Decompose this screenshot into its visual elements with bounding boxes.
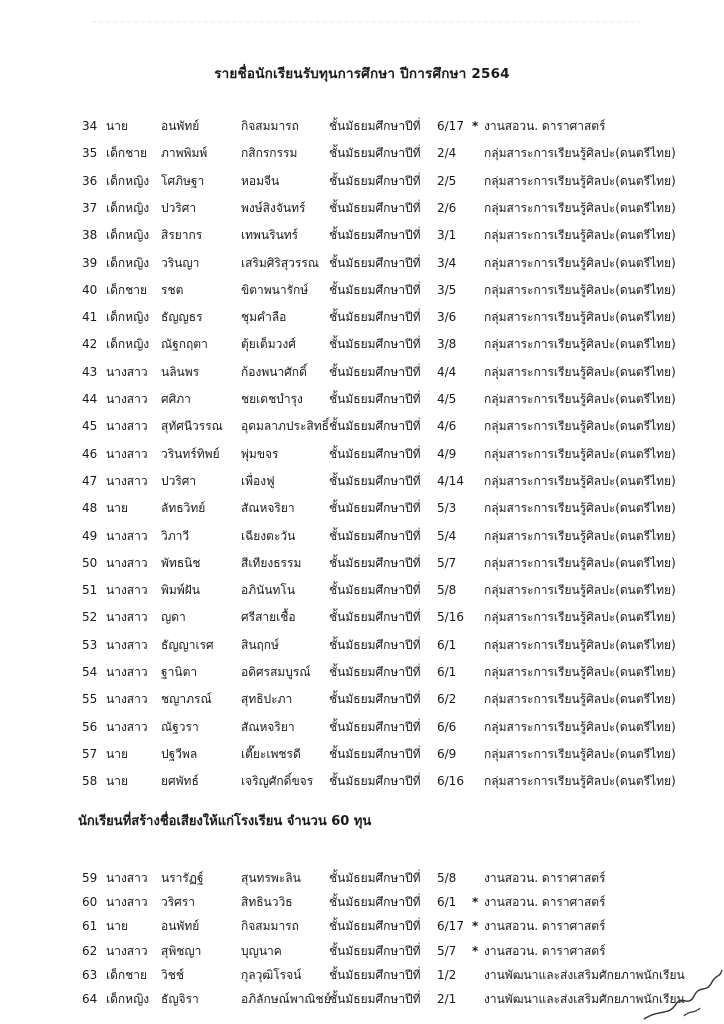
row-number: 64 (82, 992, 98, 1006)
class-room: 6/1 (437, 637, 457, 652)
grade-level: ชั้นมัธยมศึกษาปีที่ (329, 200, 421, 215)
table-row (0, 717, 724, 737)
award-category: งานสอวน. ดาราศาสตร์ (484, 895, 606, 910)
last-name: กุลวุฒิโรจน์ (241, 967, 302, 982)
class-room: 4/14 (437, 473, 464, 488)
name-prefix: นาย (106, 746, 128, 761)
grade-level: ชั้นมัธยมศึกษาปีที่ (329, 146, 421, 161)
name-prefix: นางสาว (106, 943, 148, 958)
first-name: วรินญา (161, 255, 200, 270)
award-category: กลุ่มสาระการเรียนรู้ศิลปะ(ดนตรีไทย) (484, 310, 676, 325)
last-name: เสริมศิริสุวรรณ (241, 255, 319, 270)
class-room: 1/2 (437, 967, 457, 982)
row-number: 57 (82, 746, 98, 761)
first-name: ภาพพิมพ์ (161, 146, 208, 161)
table-row (0, 444, 724, 464)
name-prefix: นาย (106, 119, 128, 133)
name-prefix: เด็กหญิง (106, 255, 150, 270)
grade-level: ชั้นมัธยมศึกษาปีที่ (329, 501, 421, 516)
name-prefix: นาย (106, 774, 128, 789)
row-number: 52 (82, 610, 98, 625)
class-room: 6/1 (437, 895, 457, 910)
award-category: กลุ่มสาระการเรียนรู้ศิลปะ(ดนตรีไทย) (484, 746, 676, 761)
row-number: 46 (82, 446, 98, 461)
first-name: วริศรา (161, 895, 195, 910)
row-number: 37 (82, 200, 98, 215)
table-row (0, 389, 724, 409)
grade-level: ชั้นมัธยมศึกษาปีที่ (329, 528, 421, 543)
last-name: สุนทรพะลิน (241, 871, 301, 885)
class-room: 3/8 (437, 337, 457, 352)
table-row (0, 498, 724, 518)
row-number: 45 (82, 419, 98, 434)
grade-level: ชั้นมัธยมศึกษาปีที่ (329, 555, 421, 570)
table-row (0, 868, 724, 888)
class-room: 4/6 (437, 419, 457, 434)
class-room: 6/16 (437, 774, 464, 789)
first-name: ลัทธวิทย์ (161, 501, 206, 516)
row-number: 44 (82, 392, 98, 406)
name-prefix: เด็กหญิง (106, 228, 150, 243)
last-name: อภิลักษณ์พาณิชย์ (241, 992, 331, 1006)
first-name: นลินพร (161, 364, 200, 379)
table-row (0, 553, 724, 573)
last-name: สุทธิปะภา (241, 692, 293, 707)
class-room: 5/7 (437, 943, 457, 958)
first-name: นรารัฏฐ์ (161, 871, 204, 885)
grade-level: ชั้นมัธยมศึกษาปีที่ (329, 337, 421, 352)
section-heading: นักเรียนที่สร้างชื่อเสียงให้แก่โรงเรียน จำนวน 60 ทุน (78, 814, 372, 829)
last-name: ชยเดชบำรุง (241, 392, 303, 406)
last-name: สินฤกษ์ (241, 637, 279, 652)
first-name: รชต (161, 282, 184, 297)
class-room: 6/6 (437, 719, 457, 734)
name-prefix: เด็กหญิง (106, 310, 150, 325)
last-name: เจริญศักดิ์ขจร (241, 774, 314, 789)
grade-level: ชั้นมัธยมศึกษาปีที่ (329, 992, 421, 1006)
name-prefix: นาย (106, 501, 128, 516)
name-prefix: นางสาว (106, 555, 148, 570)
class-room: 3/6 (437, 310, 457, 325)
last-name: ตุ้ยเต็มวงศ์ (241, 337, 296, 352)
name-prefix: เด็กหญิง (106, 337, 150, 352)
row-number: 39 (82, 255, 98, 270)
first-name: ปฐวีพล (161, 746, 198, 761)
class-room: 2/4 (437, 146, 457, 161)
name-prefix: นางสาว (106, 583, 148, 598)
table-row (0, 689, 724, 709)
table-row (0, 253, 724, 273)
last-name: อุดมลาภประสิทธิ์ (241, 419, 329, 434)
grade-level: ชั้นมัธยมศึกษาปีที่ (329, 173, 421, 188)
row-number: 40 (82, 282, 98, 297)
first-name: วรินทร์ทิพย์ (161, 446, 220, 461)
award-category: กลุ่มสาระการเรียนรู้ศิลปะ(ดนตรีไทย) (484, 200, 676, 215)
last-name: สัณหจริยา (241, 719, 295, 734)
class-room: 2/6 (437, 200, 457, 215)
grade-level: ชั้นมัธยมศึกษาปีที่ (329, 610, 421, 625)
last-name: ชุมคำลือ (241, 310, 287, 325)
grade-level: ชั้นมัธยมศึกษาปีที่ (329, 583, 421, 598)
row-number: 60 (82, 895, 98, 910)
first-name: ปวริศา (161, 473, 197, 488)
first-name: วิภาวี (161, 528, 190, 543)
class-room: 3/5 (437, 282, 457, 297)
first-name: อนพัทย์ (161, 919, 200, 934)
table-row (0, 662, 724, 682)
last-name: เทพนรินทร์ (241, 228, 299, 243)
grade-level: ชั้นมัธยมศึกษาปีที่ (329, 255, 421, 270)
award-category: กลุ่มสาระการเรียนรู้ศิลปะ(ดนตรีไทย) (484, 692, 676, 707)
award-category: กลุ่มสาระการเรียนรู้ศิลปะ(ดนตรีไทย) (484, 337, 676, 352)
class-room: 2/5 (437, 173, 457, 188)
row-number: 62 (82, 943, 98, 958)
name-prefix: นางสาว (106, 610, 148, 625)
table-row (0, 280, 724, 300)
row-number: 56 (82, 719, 98, 734)
class-room: 4/5 (437, 392, 457, 406)
name-prefix: นางสาว (106, 665, 148, 679)
first-name: ญดา (161, 610, 186, 625)
award-category: งานสอวน. ดาราศาสตร์ (484, 871, 606, 885)
row-number: 36 (82, 173, 98, 188)
first-name: ชญาภรณ์ (161, 692, 212, 707)
name-prefix: เด็กชาย (106, 967, 148, 982)
last-name: สิทธินววิธ (241, 895, 293, 910)
last-name: พงษ์สิงจันทร์ (241, 200, 306, 215)
name-prefix: นางสาว (106, 692, 148, 707)
last-name: กิจสมมารถ (241, 919, 299, 934)
handwritten-mark (614, 964, 724, 1024)
award-category: กลุ่มสาระการเรียนรู้ศิลปะ(ดนตรีไทย) (484, 774, 676, 789)
name-prefix: นางสาว (106, 528, 148, 543)
last-name: ขิตาพนารักษ์ (241, 282, 309, 297)
name-prefix: เด็กชาย (106, 282, 148, 297)
row-number: 41 (82, 310, 98, 325)
grade-level: ชั้นมัธยมศึกษาปีที่ (329, 774, 421, 789)
grade-level: ชั้นมัธยมศึกษาปีที่ (329, 419, 421, 434)
last-name: กสิกรกรรม (241, 146, 298, 161)
row-number: 51 (82, 583, 98, 598)
row-number: 53 (82, 637, 98, 652)
last-name: ศรีสายเชื้อ (241, 610, 296, 625)
name-prefix: เด็กหญิง (106, 200, 150, 215)
award-category: กลุ่มสาระการเรียนรู้ศิลปะ(ดนตรีไทย) (484, 446, 676, 461)
last-name: กิจสมมารถ (241, 119, 299, 133)
table-row (0, 941, 724, 961)
name-prefix: นาย (106, 919, 128, 934)
grade-level: ชั้นมัธยมศึกษาปีที่ (329, 719, 421, 734)
last-name: สีเทียงธรรม (241, 555, 302, 570)
name-prefix: นางสาว (106, 419, 148, 434)
row-number: 63 (82, 967, 98, 982)
class-room: 2/1 (437, 992, 457, 1006)
award-category: กลุ่มสาระการเรียนรู้ศิลปะ(ดนตรีไทย) (484, 719, 676, 734)
grade-level: ชั้นมัธยมศึกษาปีที่ (329, 364, 421, 379)
first-name: ธัญจิรา (161, 992, 199, 1006)
row-number: 34 (82, 119, 98, 133)
first-name: สุพิชญา (161, 943, 202, 958)
table-row (0, 116, 724, 136)
grade-level: ชั้นมัธยมศึกษาปีที่ (329, 446, 421, 461)
award-category: กลุ่มสาระการเรียนรู้ศิลปะ(ดนตรีไทย) (484, 364, 676, 379)
document-title: รายชื่อนักเรียนรับทุนการศึกษา ปีการศึกษา 2564 (214, 66, 510, 82)
name-prefix: นางสาว (106, 895, 148, 910)
grade-level: ชั้นมัธยมศึกษาปีที่ (329, 119, 421, 133)
table-row (0, 744, 724, 764)
last-name: สัณหจริยา (241, 501, 295, 516)
table-row (0, 198, 724, 218)
table-row (0, 225, 724, 245)
first-name: ฐานิตา (161, 665, 198, 679)
table-row (0, 362, 724, 382)
scan-artifact-line (0, 0, 724, 30)
table-row (0, 143, 724, 163)
class-room: 5/7 (437, 555, 457, 570)
grade-level: ชั้นมัธยมศึกษาปีที่ (329, 665, 421, 679)
award-category: งานพัฒนาและส่งเสริมศักยภาพนักเรียน (484, 992, 685, 1006)
grade-level: ชั้นมัธยมศึกษาปีที่ (329, 392, 421, 406)
row-number: 43 (82, 364, 98, 379)
grade-level: ชั้นมัธยมศึกษาปีที่ (329, 746, 421, 761)
name-prefix: เด็กหญิง (106, 992, 150, 1006)
name-prefix: นางสาว (106, 392, 148, 406)
grade-level: ชั้นมัธยมศึกษาปีที่ (329, 228, 421, 243)
class-room: 4/4 (437, 364, 457, 379)
table-row (0, 171, 724, 191)
row-number: 59 (82, 871, 98, 885)
award-category: กลุ่มสาระการเรียนรู้ศิลปะ(ดนตรีไทย) (484, 637, 676, 652)
first-name: ปวริศา (161, 200, 197, 215)
row-number: 61 (82, 919, 98, 934)
table-row (0, 416, 724, 436)
last-name: พุ่มขจร (241, 446, 279, 461)
award-category: งานสอวน. ดาราศาสตร์ (484, 919, 606, 934)
star-mark: * (472, 895, 479, 910)
first-name: สุทัศนีวรรณ (161, 419, 223, 434)
award-category: กลุ่มสาระการเรียนรู้ศิลปะ(ดนตรีไทย) (484, 473, 676, 488)
grade-level: ชั้นมัธยมศึกษาปีที่ (329, 919, 421, 934)
award-category: กลุ่มสาระการเรียนรู้ศิลปะ(ดนตรีไทย) (484, 501, 676, 516)
class-room: 6/17 (437, 919, 464, 934)
first-name: ศศิภา (161, 392, 191, 406)
award-category: งานพัฒนาและส่งเสริมศักยภาพนักเรียน (484, 967, 685, 982)
last-name: ก้องพนาศักดิ์ (241, 364, 307, 379)
name-prefix: นางสาว (106, 473, 148, 488)
first-name: พัทธนิช (161, 555, 201, 570)
award-category: งานสอวน. ดาราศาสตร์ (484, 943, 606, 958)
row-number: 38 (82, 228, 98, 243)
last-name: บุญนาค (241, 943, 282, 958)
row-number: 48 (82, 501, 98, 516)
name-prefix: เด็กชาย (106, 146, 148, 161)
star-mark: * (472, 943, 479, 958)
class-room: 3/4 (437, 255, 457, 270)
class-room: 6/2 (437, 692, 457, 707)
table-row (0, 916, 724, 936)
table-row (0, 771, 724, 791)
row-number: 49 (82, 528, 98, 543)
table-row (0, 334, 724, 354)
grade-level: ชั้นมัธยมศึกษาปีที่ (329, 967, 421, 982)
first-name: ณัฐวรา (161, 719, 199, 734)
first-name: วิชช์ (161, 967, 185, 982)
grade-level: ชั้นมัธยมศึกษาปีที่ (329, 692, 421, 707)
row-number: 58 (82, 774, 98, 789)
class-room: 4/9 (437, 446, 457, 461)
last-name: อภินันทโน (241, 583, 296, 598)
first-name: ณัฐกฤตา (161, 337, 208, 352)
first-name: ธัญญาเรศ (161, 637, 214, 652)
class-room: 3/1 (437, 228, 457, 243)
class-room: 6/1 (437, 665, 457, 679)
award-category: กลุ่มสาระการเรียนรู้ศิลปะ(ดนตรีไทย) (484, 583, 676, 598)
row-number: 54 (82, 665, 98, 679)
name-prefix: นางสาว (106, 719, 148, 734)
name-prefix: นางสาว (106, 871, 148, 885)
table-row (0, 526, 724, 546)
first-name: ธัญญธร (161, 310, 203, 325)
last-name: อดิศรสมบูรณ์ (241, 665, 311, 679)
award-category: งานสอวน. ดาราศาสตร์ (484, 119, 606, 133)
class-room: 5/16 (437, 610, 464, 625)
last-name: หอมจีน (241, 173, 280, 188)
award-category: กลุ่มสาระการเรียนรู้ศิลปะ(ดนตรีไทย) (484, 228, 676, 243)
first-name: โศภิษฐา (161, 173, 205, 188)
name-prefix: นางสาว (106, 364, 148, 379)
award-category: กลุ่มสาระการเรียนรู้ศิลปะ(ดนตรีไทย) (484, 555, 676, 570)
table-row (0, 607, 724, 627)
award-category: กลุ่มสาระการเรียนรู้ศิลปะ(ดนตรีไทย) (484, 146, 676, 161)
name-prefix: นางสาว (106, 446, 148, 461)
grade-level: ชั้นมัธยมศึกษาปีที่ (329, 637, 421, 652)
last-name: เฉียงตะวัน (241, 528, 296, 543)
row-number: 42 (82, 337, 98, 352)
last-name: เตี๊ยะเพชรดี (241, 746, 301, 761)
award-category: กลุ่มสาระการเรียนรู้ศิลปะ(ดนตรีไทย) (484, 173, 676, 188)
name-prefix: นางสาว (106, 637, 148, 652)
last-name: เพื่องฟู (241, 473, 275, 488)
first-name: สิรยากร (161, 228, 203, 243)
class-room: 5/3 (437, 501, 457, 516)
table-row (0, 580, 724, 600)
class-room: 6/17 (437, 119, 464, 133)
class-room: 5/8 (437, 871, 457, 885)
first-name: ยศพัทธ์ (161, 774, 199, 789)
row-number: 50 (82, 555, 98, 570)
class-room: 6/9 (437, 746, 457, 761)
star-mark: * (472, 919, 479, 934)
first-name: พิมพ์ฝัน (161, 583, 200, 598)
class-room: 5/4 (437, 528, 457, 543)
award-category: กลุ่มสาระการเรียนรู้ศิลปะ(ดนตรีไทย) (484, 528, 676, 543)
grade-level: ชั้นมัธยมศึกษาปีที่ (329, 871, 421, 885)
grade-level: ชั้นมัธยมศึกษาปีที่ (329, 282, 421, 297)
class-room: 5/8 (437, 583, 457, 598)
row-number: 55 (82, 692, 98, 707)
grade-level: ชั้นมัธยมศึกษาปีที่ (329, 943, 421, 958)
award-category: กลุ่มสาระการเรียนรู้ศิลปะ(ดนตรีไทย) (484, 392, 676, 406)
first-name: อนพัทย์ (161, 119, 200, 133)
name-prefix: เด็กหญิง (106, 173, 150, 188)
row-number: 35 (82, 146, 98, 161)
star-mark: * (472, 119, 479, 133)
row-number: 47 (82, 473, 98, 488)
award-category: กลุ่มสาระการเรียนรู้ศิลปะ(ดนตรีไทย) (484, 665, 676, 679)
table-row (0, 307, 724, 327)
award-category: กลุ่มสาระการเรียนรู้ศิลปะ(ดนตรีไทย) (484, 419, 676, 434)
table-row (0, 635, 724, 655)
award-category: กลุ่มสาระการเรียนรู้ศิลปะ(ดนตรีไทย) (484, 610, 676, 625)
grade-level: ชั้นมัธยมศึกษาปีที่ (329, 895, 421, 910)
table-row (0, 471, 724, 491)
award-category: กลุ่มสาระการเรียนรู้ศิลปะ(ดนตรีไทย) (484, 255, 676, 270)
grade-level: ชั้นมัธยมศึกษาปีที่ (329, 473, 421, 488)
award-category: กลุ่มสาระการเรียนรู้ศิลปะ(ดนตรีไทย) (484, 282, 676, 297)
table-row (0, 892, 724, 912)
grade-level: ชั้นมัธยมศึกษาปีที่ (329, 310, 421, 325)
